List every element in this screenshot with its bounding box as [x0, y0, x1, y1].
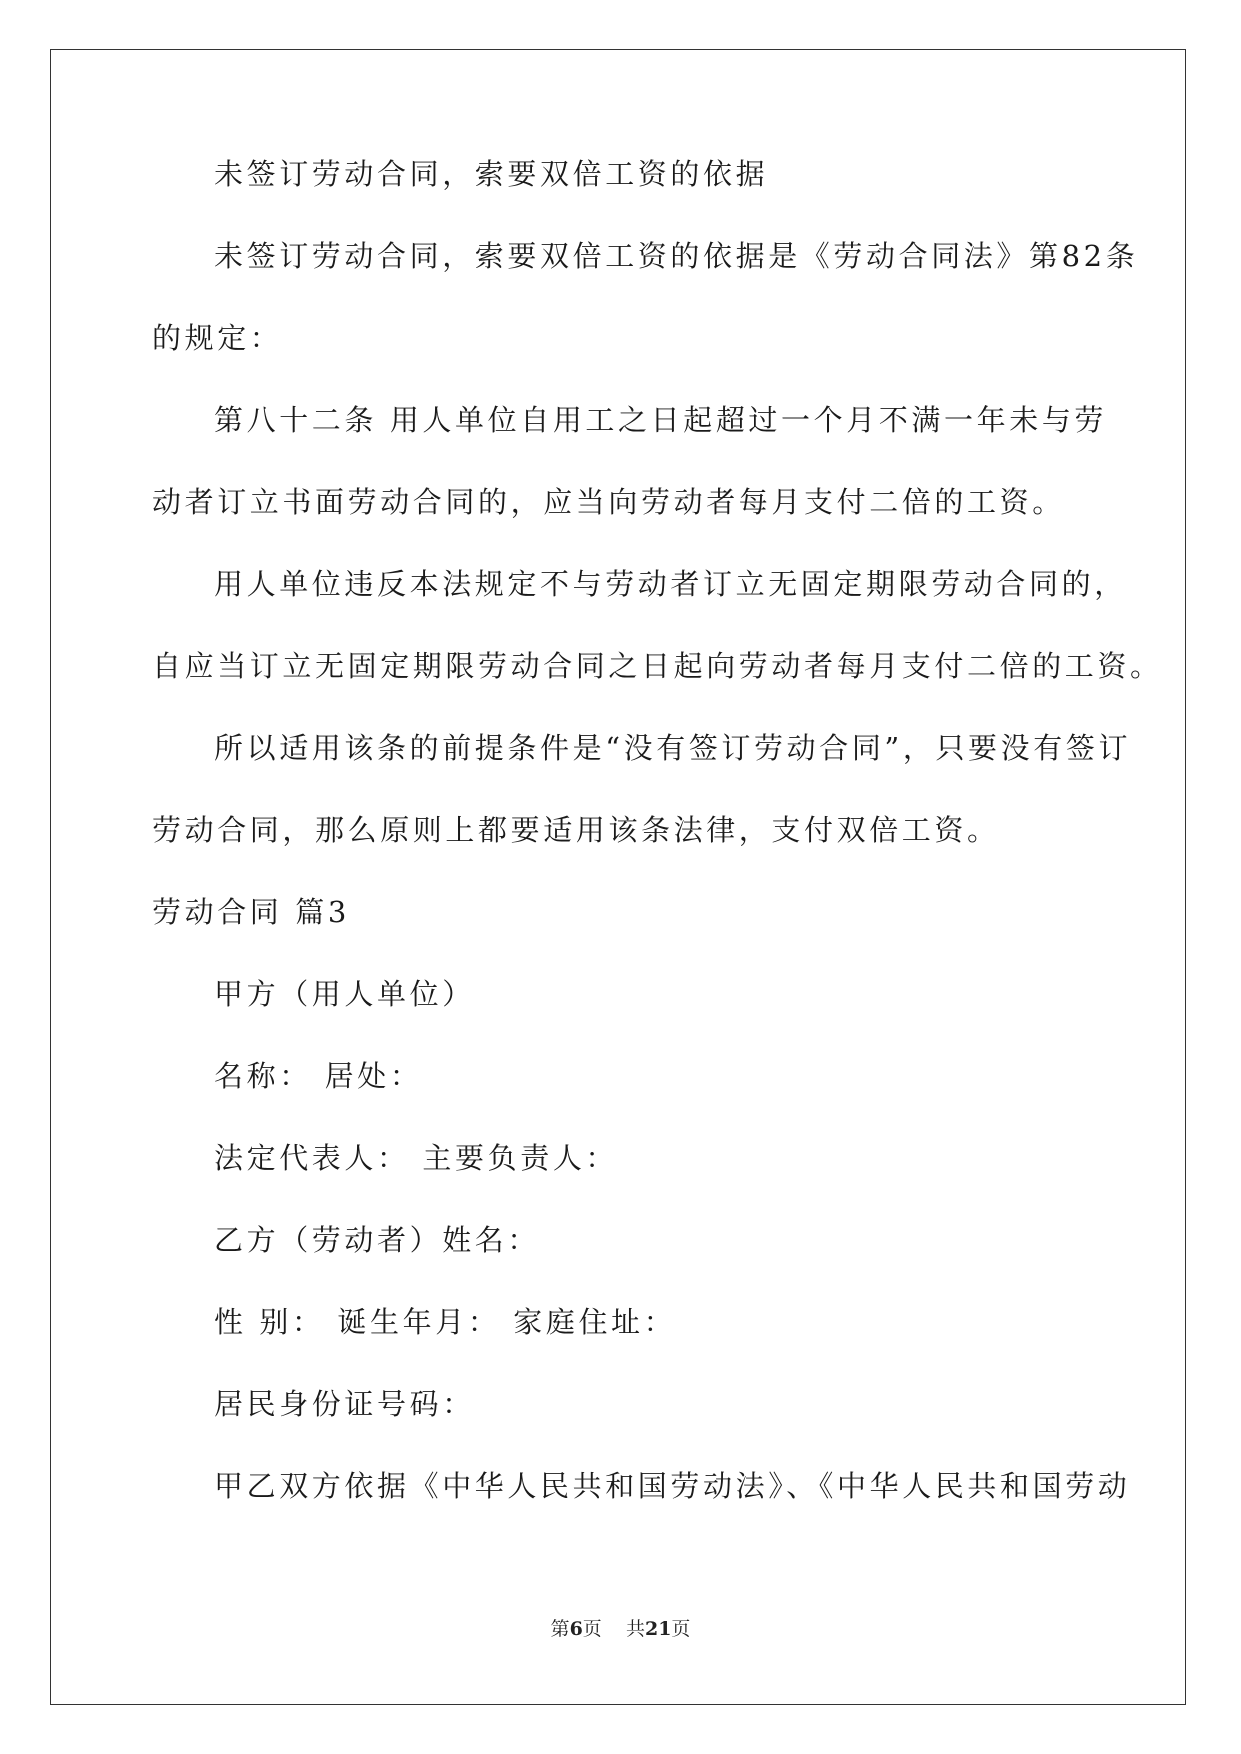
paragraph-line: 所以适用该条的前提条件是“没有签订劳动合同”，只要没有签订 — [214, 731, 1132, 765]
paragraph-line: 用人单位违反本法规定不与劳动者订立无固定期限劳动合同的， — [214, 567, 1127, 601]
page-footer — [0, 1617, 1241, 1641]
contract-field: 名称： 居处： — [214, 1059, 423, 1093]
paragraph-line: 劳动合同，那么原则上都要适用该条法律，支付双倍工资。 — [152, 813, 1000, 847]
paragraph-heading: 未签订劳动合同，索要双倍工资的依据 — [214, 157, 769, 191]
contract-field: 性 别： 诞生年月： 家庭住址： — [214, 1305, 677, 1339]
contract-field: 法定代表人： 主要负责人： — [214, 1141, 619, 1175]
paragraph-line: 动者订立书面劳动合同的，应当向劳动者每月支付二倍的工资。 — [152, 485, 1065, 519]
section-heading: 劳动合同 篇3 — [152, 895, 350, 929]
current-page-number: 6 — [569, 1618, 583, 1640]
paragraph-line: 自应当订立无固定期限劳动合同之日起向劳动者每月支付二倍的工资。 — [152, 649, 1163, 683]
contract-field: 居民身份证号码： — [214, 1387, 475, 1421]
paragraph-line: 甲乙双方依据《中华人民共和国劳动法》、《中华人民共和国劳动 — [214, 1469, 1131, 1503]
contract-field: 乙方（劳动者）姓名： — [214, 1223, 541, 1257]
footer-prefix: 第 — [550, 1618, 570, 1640]
total-page-number: 21 — [644, 1618, 672, 1640]
contract-field: 甲方（用人单位） — [214, 977, 475, 1011]
page-border — [50, 49, 1186, 1705]
paragraph-line: 的规定： — [152, 321, 283, 355]
footer-mid: 页 共 — [582, 1618, 645, 1640]
paragraph-line: 未签订劳动合同，索要双倍工资的依据是《劳动合同法》第82条 — [214, 239, 1139, 273]
footer-suffix: 页 — [671, 1618, 691, 1640]
paragraph-line: 第八十二条 用人单位自用工之日起超过一个月不满一年未与劳 — [214, 403, 1108, 437]
